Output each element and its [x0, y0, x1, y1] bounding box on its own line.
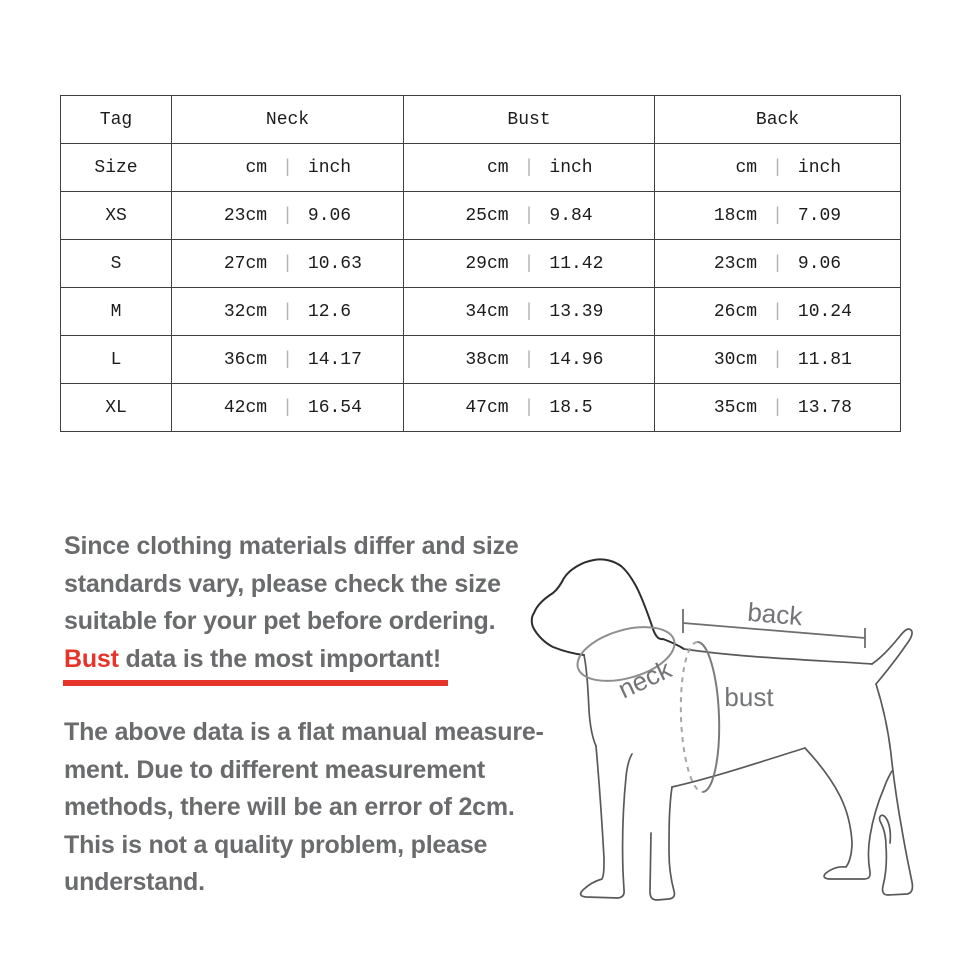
value-divider: |: [772, 205, 783, 226]
bust-cell: 47cm | 18.5: [404, 384, 655, 432]
unit-divider: |: [772, 157, 783, 178]
subheader-size: Size: [61, 144, 172, 192]
value-divider: |: [772, 397, 783, 418]
back-label: back: [746, 596, 804, 632]
value-divider: |: [523, 397, 535, 418]
bust-cell: 29cm | 11.42: [404, 240, 655, 288]
value-divider: |: [282, 397, 293, 418]
subheader-bust-units: cm | inch: [404, 144, 655, 192]
dog-measurement-diagram: [520, 530, 960, 950]
value-divider: |: [282, 301, 293, 322]
value-divider: |: [282, 253, 293, 274]
table-row: [61, 192, 901, 240]
bust-cell: 34cm | 13.39: [404, 288, 655, 336]
table-subheader-row: [61, 144, 901, 192]
value-divider: |: [523, 301, 535, 322]
subheader-neck-units: cm | inch: [172, 144, 404, 192]
size-label: XS: [61, 192, 172, 240]
note-line: ment. Due to different measurement: [64, 755, 486, 784]
dog-chest-line: [584, 655, 596, 746]
size-label: S: [61, 240, 172, 288]
neck-cell: 42cm | 16.54: [172, 384, 404, 432]
header-neck: Neck: [172, 96, 404, 144]
bust-label: bust: [724, 682, 774, 712]
dog-tail: [872, 629, 912, 684]
value-divider: |: [772, 253, 783, 274]
value-divider: |: [282, 349, 293, 370]
note-line: methods, there will be an error of 2cm.: [64, 793, 515, 821]
measurement-note-paragraph: [64, 714, 544, 902]
neck-cell: 23cm | 9.06: [172, 192, 404, 240]
bust-cell: 38cm | 14.96: [404, 336, 655, 384]
table-row: [61, 240, 901, 288]
unit-divider: |: [523, 157, 535, 178]
note-line: The above data is a flat manual measure-: [64, 718, 544, 746]
header-back: Back: [655, 96, 901, 144]
note-line-emphasis: Bust data is the most important!: [64, 644, 441, 673]
header-bust: Bust: [404, 96, 655, 144]
table-row: [61, 384, 901, 432]
dog-jaw-line: [534, 629, 584, 655]
back-cell: 18cm | 7.09: [655, 192, 901, 240]
value-divider: |: [772, 349, 783, 370]
bust-cell: 25cm | 9.84: [404, 192, 655, 240]
back-cell: 30cm | 11.81: [655, 336, 901, 384]
neck-cell: 32cm | 12.6: [172, 288, 404, 336]
neck-label: neck: [613, 653, 676, 705]
note-line: This is not a quality problem, please: [64, 830, 488, 859]
table-row: [61, 336, 901, 384]
back-cell: 26cm | 10.24: [655, 288, 901, 336]
sizing-note-paragraph: [64, 528, 519, 678]
value-divider: |: [523, 205, 535, 226]
value-divider: |: [282, 205, 293, 226]
note-line: understand.: [64, 868, 205, 896]
unit-divider: |: [282, 157, 293, 178]
red-underline: [63, 680, 448, 686]
size-label: XL: [61, 384, 172, 432]
size-label: M: [61, 288, 172, 336]
note-line: suitable for your pet before ordering.: [64, 607, 496, 635]
subheader-back-units: cm | inch: [655, 144, 901, 192]
dog-near-front-leg: [581, 746, 632, 898]
dog-near-hind-leg: [805, 748, 892, 879]
header-tag: Tag: [61, 96, 172, 144]
value-divider: |: [523, 253, 535, 274]
dog-rear-and-far-hind-leg: [876, 684, 912, 895]
note-line: standards vary, please check the size: [64, 569, 501, 598]
value-divider: |: [523, 349, 535, 370]
bust-girth-ellipse-dashed: [678, 642, 702, 793]
table-row: [61, 288, 901, 336]
neck-cell: 36cm | 14.17: [172, 336, 404, 384]
neck-cell: 27cm | 10.63: [172, 240, 404, 288]
size-table: [60, 95, 901, 432]
size-label: L: [61, 336, 172, 384]
value-divider: |: [772, 301, 783, 322]
table-header-row: [61, 96, 901, 144]
bust-emphasis-word: Bust: [64, 644, 119, 673]
bust-girth-ellipse-solid: [697, 641, 721, 792]
dog-far-front-leg: [650, 787, 674, 900]
dog-back-line: [684, 649, 872, 664]
back-cell: 23cm | 9.06: [655, 240, 901, 288]
note-line: Since clothing materials differ and size: [64, 532, 519, 560]
back-cell: 35cm | 13.78: [655, 384, 901, 432]
